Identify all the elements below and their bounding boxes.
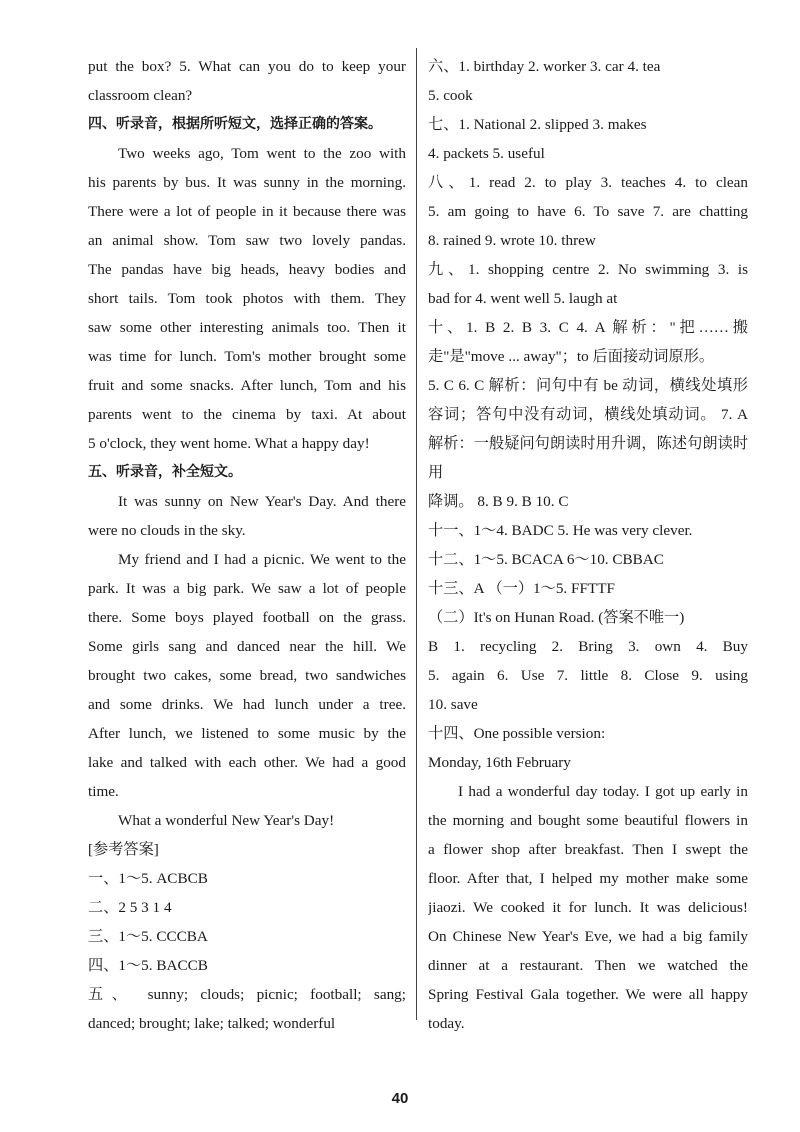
essay-line: On Chinese New Year's Eve, we had a big family — [428, 928, 748, 945]
text-line: put the box? 5. What can you do to keep your — [88, 58, 406, 75]
essay-line: dinner at a restaurant. Then we watched the — [428, 957, 748, 974]
page-number: 40 — [391, 1090, 409, 1107]
answer-line: 六、1. birthday 2. worker 3. car 4. tea — [428, 58, 661, 75]
answer-line: 五、 sunny; clouds; picnic; football; sang; — [88, 986, 406, 1003]
text-line: Some girls sang and danced near the hill. We — [88, 638, 406, 655]
text-line: My friend and I had a picnic. We went to the — [118, 551, 406, 568]
right-column — [428, 52, 748, 1038]
answer-line: 走"是"move ... away"；to 后面接动词原形。 — [428, 348, 715, 365]
answer-line: （二）It's on Hunan Road. (答案不唯一) — [428, 609, 685, 626]
text-line: time. — [88, 783, 119, 800]
text-line: There were a lot of people in it because there was — [88, 203, 406, 220]
section-heading: 五、听录音，补全短文。 — [88, 464, 242, 480]
answer-line: 十四、One possible version: — [428, 725, 606, 742]
answer-line: 七、1. National 2. slipped 3. makes — [428, 116, 647, 133]
text-line: classroom clean? — [88, 87, 193, 104]
text-line: The pandas have big heads, heavy bodies and — [88, 261, 406, 278]
essay-line: a flower shop after breakfast. Then I swept the — [428, 841, 748, 858]
answer-line: bad for 4. went well 5. laugh at — [428, 290, 618, 307]
column-divider — [416, 48, 417, 1020]
left-column — [88, 52, 406, 1038]
essay-line: floor. After that, I helped my mother make some — [428, 870, 748, 887]
answer-line: 十一、1～4. BADC 5. He was very clever. — [428, 522, 693, 539]
answer-line: danced; brought; lake; talked; wonderful — [88, 1015, 336, 1032]
answer-line: 降调。 8. B 9. B 10. C — [428, 493, 569, 510]
text-line: his parents by bus. It was sunny in the morning. — [88, 174, 406, 191]
answer-line: 十三、A （一）1～5. FFTTF — [428, 580, 615, 597]
answer-line: B 1. recycling 2. Bring 3. own 4. Buy — [428, 638, 748, 655]
essay-line: the morning and bought some beautiful flowers in — [428, 812, 748, 829]
answer-line: 容词；答句中没有动词，横线处填动词。 7. A — [428, 406, 748, 423]
answer-key-heading: [参考答案] — [88, 841, 159, 858]
text-line: brought two cakes, some bread, two sandwiches — [88, 667, 406, 684]
answer-line: 四、1～5. BACCB — [88, 957, 208, 974]
answer-line: 八、1. read 2. to play 3. teaches 4. to clean — [428, 174, 748, 191]
text-line: park. It was a big park. We saw a lot of people — [88, 580, 406, 597]
answer-line: 十二、1～5. BCACA 6～10. CBBAC — [428, 551, 664, 568]
essay-line: today. — [428, 1015, 465, 1032]
answer-line: 三、1～5. CCCBA — [88, 928, 208, 945]
answer-line: 九、1. shopping centre 2. No swimming 3. is — [428, 261, 748, 278]
text-line: After lunch, we listened to some music by the — [88, 725, 406, 742]
text-line: were no clouds in the sky. — [88, 522, 246, 539]
text-line: short tails. Tom took photos with them. They — [88, 290, 406, 307]
text-line: Two weeks ago, Tom went to the zoo with — [118, 145, 406, 162]
section-heading: 四、听录音，根据所听短文，选择正确的答案。 — [88, 116, 382, 132]
text-line: there. Some boys played football on the grass. — [88, 609, 406, 626]
text-line: an animal show. Tom saw two lovely pandas. — [88, 232, 406, 249]
text-line: parents went to the cinema by taxi. At about — [88, 406, 406, 423]
answer-line: 8. rained 9. wrote 10. threw — [428, 232, 596, 249]
text-line: What a wonderful New Year's Day! — [118, 812, 335, 829]
answer-line: 十、1. B 2. B 3. C 4. A 解析："把……搬 — [428, 319, 748, 336]
answer-line: 10. save — [428, 696, 478, 713]
text-line: It was sunny on New Year's Day. And there — [118, 493, 406, 510]
date-line: Monday, 16th February — [428, 754, 571, 771]
answer-line: 5. again 6. Use 7. little 8. Close 9. using — [428, 667, 748, 684]
answer-line: 4. packets 5. useful — [428, 145, 545, 162]
answer-line: 一、1～5. ACBCB — [88, 870, 208, 887]
answer-line: 二、2 5 3 1 4 — [88, 899, 172, 916]
text-line: fruit and some snacks. After lunch, Tom and his — [88, 377, 406, 394]
text-line: and some drinks. We had lunch under a tree. — [88, 696, 406, 713]
text-line: lake and talked with each other. We had a good — [88, 754, 406, 771]
text-line: saw some other interesting animals too. Then it — [88, 319, 406, 336]
essay-line: Spring Festival Gala together. We were all happy — [428, 986, 748, 1003]
answer-line: 5. am going to have 6. To save 7. are chatting — [428, 203, 748, 220]
answer-line: 5. C 6. C 解析：问句中有 be 动词，横线处填形 — [428, 377, 748, 394]
essay-line: jiaozi. We cooked it for lunch. It was delicious! — [428, 899, 748, 916]
answer-line: 解析：一般疑问句朗读时用升调，陈述句朗读时用 — [428, 435, 748, 481]
answer-line: 5. cook — [428, 87, 473, 104]
text-line: was time for lunch. Tom's mother brought some — [88, 348, 406, 365]
essay-line: I had a wonderful day today. I got up early in — [458, 783, 748, 800]
text-line: 5 o'clock, they went home. What a happy day! — [88, 435, 370, 452]
